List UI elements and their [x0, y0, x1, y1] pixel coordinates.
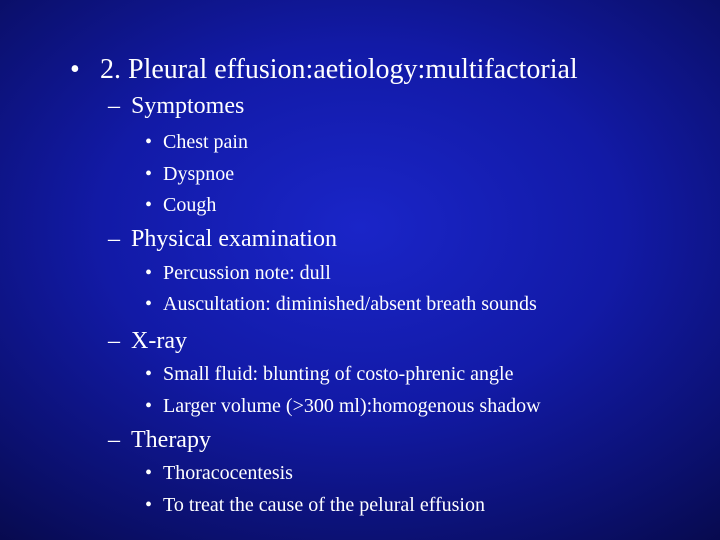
item-bullet: •	[145, 363, 153, 385]
section-dash: –	[108, 226, 120, 252]
item-bullet: •	[145, 462, 153, 484]
list-item: Small fluid: blunting of costo-phrenic angle	[163, 363, 514, 385]
section-dash: –	[108, 93, 120, 119]
list-item: Auscultation: diminished/absent breath sounds	[163, 293, 537, 315]
section-dash: –	[108, 328, 120, 354]
item-bullet: •	[145, 194, 153, 216]
list-item: Percussion note: dull	[163, 262, 331, 284]
item-bullet: •	[145, 494, 153, 516]
section-heading-therapy: Therapy	[131, 427, 211, 453]
item-bullet: •	[145, 262, 153, 284]
item-bullet: •	[145, 395, 153, 417]
item-bullet: •	[145, 163, 153, 185]
list-item: Thoracocentesis	[163, 462, 293, 484]
list-item: To treat the cause of the pelural effusion	[163, 494, 485, 516]
item-bullet: •	[145, 293, 153, 315]
list-item: Larger volume (>300 ml):homogenous shadow	[163, 395, 541, 417]
section-heading-physical-examination: Physical examination	[131, 226, 337, 252]
list-item: Dyspnoe	[163, 163, 235, 185]
section-heading-symptomes: Symptomes	[131, 93, 245, 119]
list-item: Chest pain	[163, 131, 248, 153]
slide-title: 2. Pleural effusion:aetiology:multifactorial	[100, 54, 578, 85]
title-bullet: •	[70, 54, 80, 85]
item-bullet: •	[145, 131, 153, 153]
section-dash: –	[108, 427, 120, 453]
section-heading-x-ray: X-ray	[131, 328, 187, 354]
list-item: Cough	[163, 194, 217, 216]
